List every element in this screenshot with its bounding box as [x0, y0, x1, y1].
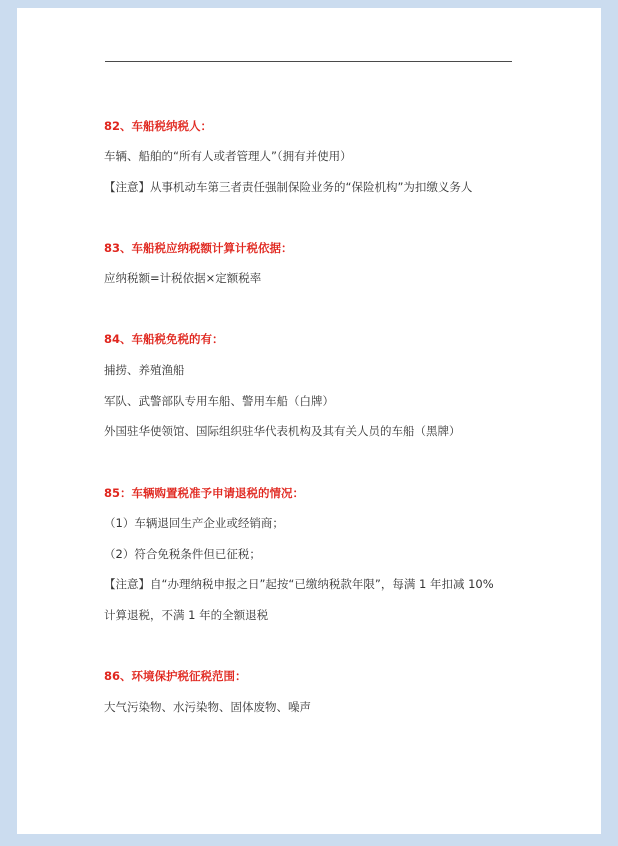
section-83-heading: 83、车船税应纳税额计算计税依据： — [104, 241, 293, 255]
section-85-line-1: （1）车辆退回生产企业或经销商； — [104, 516, 284, 530]
section-84-line-2: 军队、武警部队专用车船、警用车船（白牌） — [104, 394, 334, 408]
top-divider — [105, 61, 512, 62]
section-86-line-1: 大气污染物、水污染物、固体废物、噪声 — [104, 700, 311, 714]
document-page — [17, 8, 601, 834]
section-84-heading: 84、车船税免税的有： — [104, 332, 224, 346]
section-84-line-1: 捕捞、养殖渔船 — [104, 363, 185, 377]
section-85-line-4: 计算退税，不满 1 年的全额退税 — [104, 608, 269, 622]
section-85-heading: 85：车辆购置税准予申请退税的情况： — [104, 486, 305, 500]
section-85-line-3: 【注意】自“办理纳税申报之日”起按“已缴纳税款年限”，每满 1 年扣减 10% — [104, 577, 494, 591]
section-82-heading: 82、车船税纳税人： — [104, 119, 213, 133]
section-86-heading: 86、环境保护税征税范围： — [104, 669, 247, 683]
section-82-line-1: 车辆、船舶的“所有人或者管理人”（拥有并使用） — [104, 149, 352, 163]
section-84-line-3: 外国驻华使领馆、国际组织驻华代表机构及其有关人员的车船（黑牌） — [104, 424, 461, 438]
section-85-line-2: （2）符合免税条件但已征税； — [104, 547, 261, 561]
section-83-line-1: 应纳税额=计税依据×定额税率 — [104, 271, 262, 285]
section-82-line-2: 【注意】从事机动车第三者责任强制保险业务的“保险机构”为扣缴义务人 — [104, 180, 473, 194]
